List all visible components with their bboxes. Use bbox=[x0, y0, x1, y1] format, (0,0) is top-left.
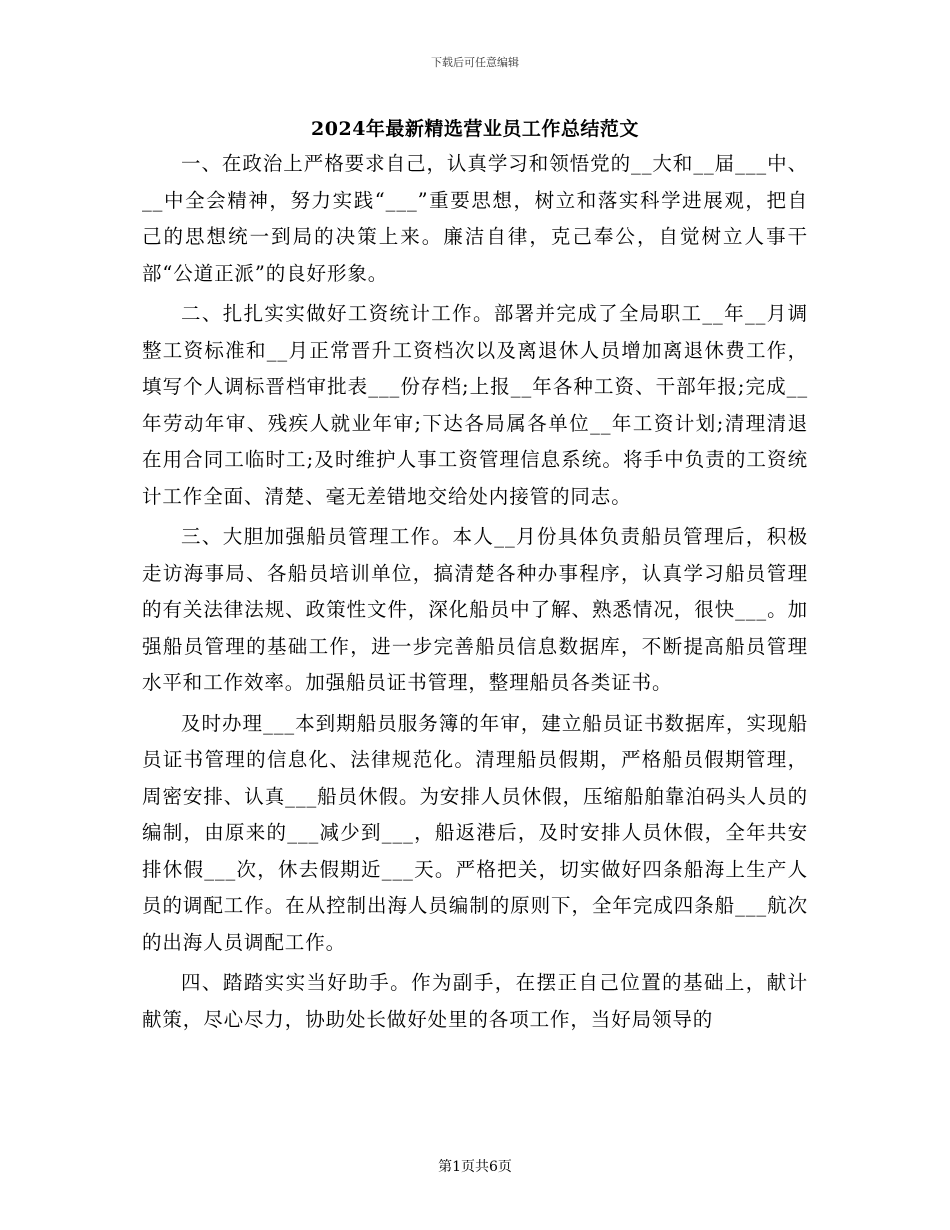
document-title: 2024年最新精选营业员工作总结范文 bbox=[311, 118, 639, 140]
page-number-footer: 第1页共6页 bbox=[438, 1159, 512, 1175]
paragraph-4: 及时办理___本到期船员服务簿的年审，建立船员证书数据库，实现船员证书管理的信息化、法律规范化。清理船员假期，严格船员假期管理，周密安排、认真___船员休假。为安排人员休假，压缩船舶靠泊码头人员的编制，由原来的___减少到___，船返港后，及时安排人员休假，全年共安排休假___次，休去假期近___天。严格把关，切实做好四条船海上生产人员的调配工作。在从控制出海人员编制的原则下，全年完成四条船___航次的出海人员调配工作。 bbox=[142, 711, 808, 954]
paragraph-5: 四、踏踏实实当好助手。作为副手，在摆正自己位置的基础上，献计献策，尽心尽力，协助处长做好处里的各项工作，当好局领导的 bbox=[142, 971, 808, 1031]
paragraph-2: 二、扎扎实实做好工资统计工作。部署并完成了全局职工__年__月调整工资标准和__月正常晋升工资档次以及离退休人员增加离退休费工作，填写个人调标晋档审批表___份存档;上报__年各种工资、干部年报;完成__年劳动年审、残疾人就业年审;下达各局属各单位__年工资计划;清理清退在用合同工临时工;及时维护人事工资管理信息系统。将手中负责的工资统计工作全面、清楚、毫无差错地交给处内接管的同志。 bbox=[142, 302, 808, 508]
paragraph-1: 一、在政治上严格要求自己，认真学习和领悟党的__大和__届___中、__中全会精神，努力实践“___”重要思想，树立和落实科学进展观，把自己的思想统一到局的决策上来。廉洁自律，克己奉公，自觉树立人事干部“公道正派”的良好形象。 bbox=[142, 152, 808, 285]
header-note: 下载后可任意编辑 bbox=[431, 56, 519, 69]
paragraph-3: 三、大胆加强船员管理工作。本人__月份具体负责船员管理后，积极走访海事局、各船员培训单位，搞清楚各种办事程序，认真学习船员管理的有关法律法规、政策性文件，深化船员中了解、熟悉情况，很快___。加强船员管理的基础工作，进一步完善船员信息数据库，不断提高船员管理水平和工作效率。加强船员证书管理，整理船员各类证书。 bbox=[142, 525, 808, 694]
document-body bbox=[142, 114, 808, 1042]
